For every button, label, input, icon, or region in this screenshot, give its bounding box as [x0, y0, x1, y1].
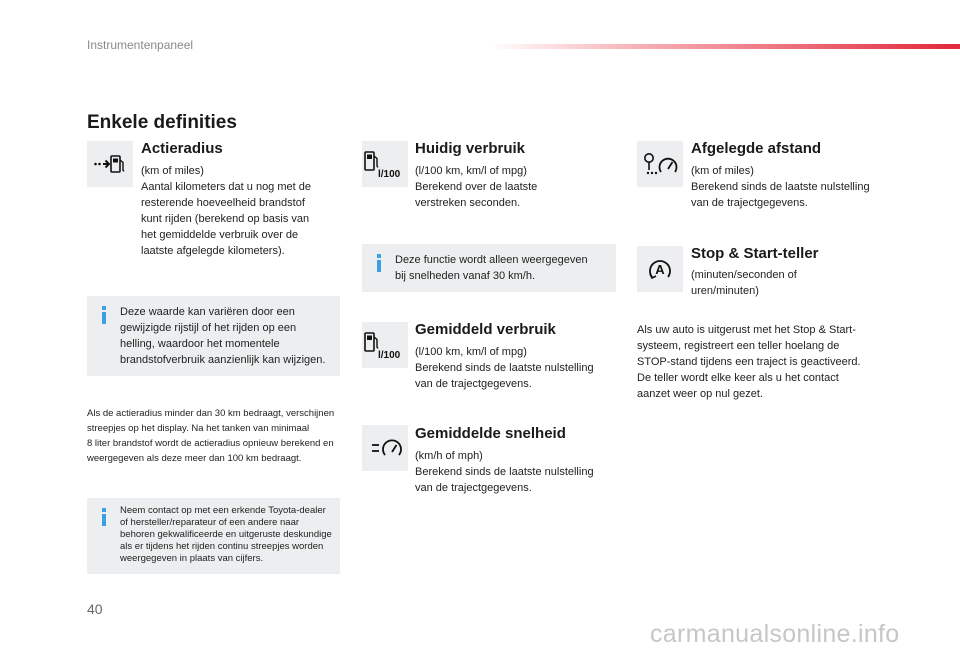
svg-text:l/100: l/100: [378, 169, 401, 179]
actieradius-info-box: Deze waarde kan variëren door een gewijzigde rijstijl of het rijden op een helling, waardoor het momentele brandstofverbruik aanzienlijk kan wijzigen.: [87, 296, 340, 376]
actieradius-title: Actieradius: [141, 140, 223, 157]
average-speed-icon: [362, 425, 408, 471]
afgelegde-afstand-title: Afgelegde afstand: [691, 140, 822, 157]
gemiddelde-snelheid-title: Gemiddelde snelheid: [415, 425, 566, 442]
watermark: carmanualsonline.info: [650, 620, 900, 648]
dealer-info-box: Neem contact op met een erkende Toyota-dealer of hersteller/reparateur of een andere naar behoren gekwalificeerde en uitgeruste deskundige als er tijdens het rijden continu streepjes worden weergegeven in plaats van cijfers.: [87, 498, 340, 574]
average-consumption-icon: [362, 322, 408, 368]
gemiddeld-verbruik-title: Gemiddeld verbruik: [415, 321, 556, 338]
afgelegde-afstand-description: (km of miles) Berekend sinds de laatste nulstelling van de trajectgegevens.: [691, 165, 870, 209]
stop-start-units: (minuten/seconden of uren/minuten): [691, 269, 797, 297]
info-icon: [100, 306, 108, 324]
actieradius-note: Als de actieradius minder dan 30 km bedraagt, verschijnen streepjes op het display. Na het tanken van minimaal 8 liter brandstof wordt de actieradius opnieuw berekend en weergegeven als deze meer dan 100 km bedraagt.: [87, 408, 335, 464]
info-icon: [100, 508, 108, 526]
stop-start-title: Stop & Start-teller: [691, 245, 819, 262]
gemiddeld-verbruik-description: (l/100 km, km/l of mpg) Berekend sinds de laatste nulstelling van de trajectgegevens.: [415, 346, 594, 390]
huidig-info-box: Deze functie wordt alleen weergegeven bij snelheden vanaf 30 km/h.: [362, 244, 616, 292]
actieradius-description: (km of miles) Aantal kilometers dat u nog met de resterende hoeveelheid brandstof kunt rijden (berekend op basis van het gemiddelde verbruik over de laatste afgelegde kilometers).: [141, 165, 311, 257]
fuel-range-icon: [87, 141, 133, 187]
stop-start-icon: [637, 246, 683, 292]
info-icon: [375, 254, 383, 272]
svg-text:A: A: [655, 262, 665, 277]
page-number: 40: [87, 601, 103, 617]
distance-travelled-icon: [637, 141, 683, 187]
header-title: Instrumentenpaneel: [87, 38, 194, 52]
gemiddelde-snelheid-description: (km/h of mph) Berekend sinds de laatste nulstelling van de trajectgegevens.: [415, 450, 594, 494]
header-accent-line: [490, 44, 960, 49]
stop-start-description: Als uw auto is uitgerust met het Stop & Start- systeem, registreert een teller hoelang de STOP-stand tijdens een traject is geactiveerd. De teller wordt elke keer als u het contact aanzet weer op nul gezet.: [637, 324, 861, 400]
section-title: Enkele definities: [87, 112, 237, 133]
svg-text:l/100: l/100: [378, 350, 401, 360]
huidig-verbruik-title: Huidig verbruik: [415, 140, 526, 157]
huidig-verbruik-description: (l/100 km, km/l of mpg) Berekend over de laatste verstreken seconden.: [415, 165, 538, 209]
current-consumption-icon: [362, 141, 408, 187]
